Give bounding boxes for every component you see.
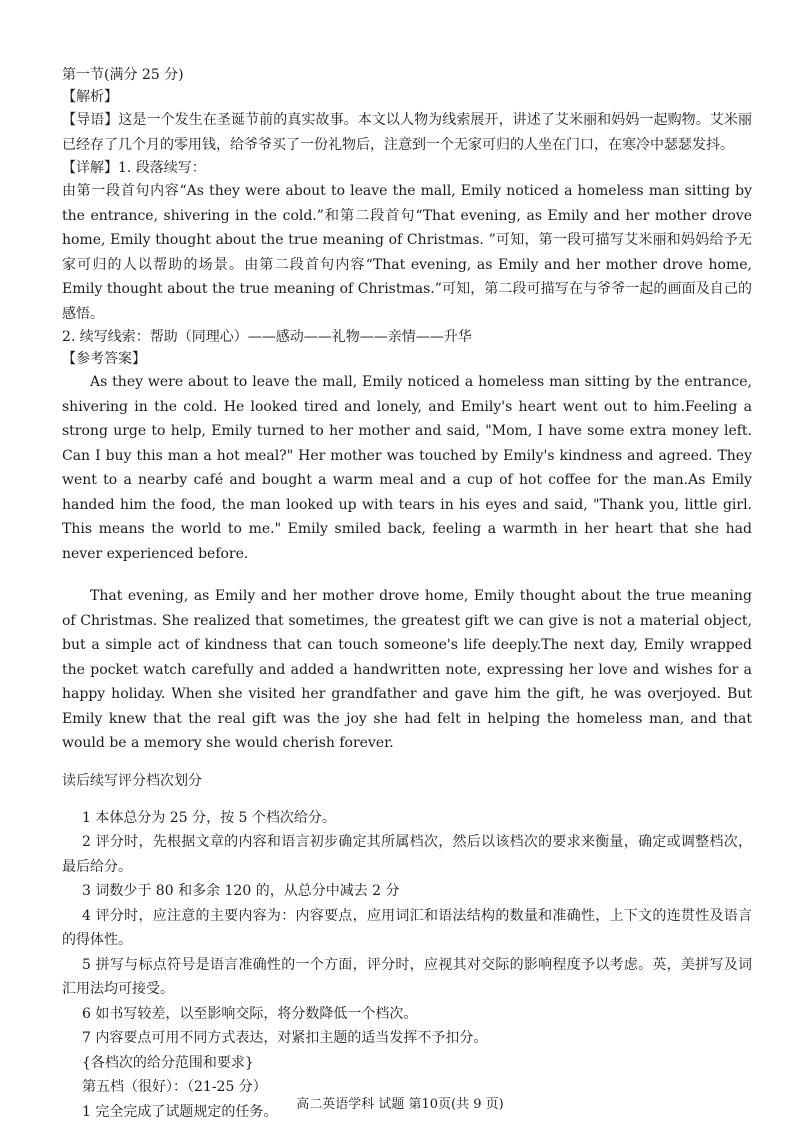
rubric-item-6: 6 如书写较差，以至影响交际，将分数降低一个档次。	[82, 1005, 418, 1022]
rubric-item-3: 3 词数少于 80 和多余 120 的，从总分中减去 2 分	[82, 883, 400, 899]
answer-label: 【参考答案】	[62, 351, 146, 367]
level-5-title: 第五档（很好）：（21-25 分）	[82, 1079, 267, 1095]
writing-clue: 2. 续写线索：帮助（同理心）——感动——礼物——亲情——升华	[62, 329, 472, 345]
document-page	[62, 64, 752, 1124]
detail-heading: 【详解】1. 段落续写：	[62, 160, 206, 176]
rubric-item-5: 5 拼写与标点符号是语言准确性的一个方面，评分时，应视其对交际的影响程度予以考虑。英，美拼写及词汇用法均可接受。	[62, 956, 752, 997]
page-footer: 高二英语学科 试题 第10页(共 9 页)	[296, 1097, 504, 1112]
rubric-item-2: 2 评分时，先根据文章的内容和语言初步确定其所属档次，然后以该档次的要求来衡量，确定或调整档次，最后给分。	[62, 834, 752, 875]
level-5-item-1: 1 完全完成了试题规定的任务。	[82, 1103, 278, 1120]
levels-heading: {各档次的给分范围和要求}	[82, 1054, 254, 1071]
analysis-label: 【解析】	[62, 89, 118, 105]
answer-paragraph-2: That evening, as Emily and her mother drove home, Emily thought about the true meaning of Christmas. She realized that sometimes, the greatest gift we can give is not a material object, but a simple act of kindness that can touch someone's life deeply.The next day, Emily wrapped the pocket watch carefully and added a handwritten note, expressing her love and wishes for a happy holiday. When she visited her grandfather and gave him the gift, he was overjoyed. But Emily knew that the real gift was the joy she had felt in helping the homeless man, and that would be a memory she would cherish forever.	[62, 588, 752, 751]
rubric-item-7: 7 内容要点可用不同方式表达，对紧扣主题的适当发挥不予扣分。	[82, 1030, 488, 1046]
section-title: 第一节(满分 25 分)	[62, 67, 184, 83]
rubric-title: 读后续写评分档次划分	[62, 772, 202, 789]
answer-paragraph-1: As they were about to leave the mall, Emily noticed a homeless man sitting by the entrance, shivering in the cold. He looked tired and lonely, and Emily's heart went out to him.Feeling a strong urge to help, Emily turned to her mother and said, "Mom, I have some extra money left. Can I buy this man a hot meal?" Her mother was touched by Emily's kindness and agreed. They went to a nearby café and bought a warm meal and a cup of hot coffee for the man.As Emily handed him the food, the man looked up with tears in his eyes and said, "Thank you, little girl. This means the world to me." Emily smiled back, feeling a warmth in her heart that she had never experienced before.	[62, 374, 752, 562]
rubric-item-4: 4 评分时，应注意的主要内容为：内容要点，应用词汇和语法结构的数量和准确性，上下文的连贯性及语言的得体性。	[62, 907, 752, 948]
rubric-item-1: 1 本体总分为 25 分，按 5 个档次给分。	[82, 809, 336, 826]
detail-paragraph: 由第一段首句内容“As they were about to leave the mall, Emily noticed a homeless man sitting by the entrance, shivering in the cold.”和第二段首句“That evening, as Emily and her mother drove home, Emily thought about the true meaning of Christmas. ”可知，第一段可描写艾米丽和妈妈给予无家可归的人以帮助的场景。由第二段首句内容“That evening, as Emily and her mother drove home, Emily thought about the true meaning of Christmas.”可知，第二段可描写在与爷爷一起的画面及自己的感悟。	[62, 183, 752, 322]
guide-paragraph: 【导语】这是一个发生在圣诞节前的真实故事。本文以人物为线索展开，讲述了艾米丽和妈妈一起购物。艾米丽已经存了几个月的零用钱，给爷爷买了一份礼物后，注意到一个无家可归的人坐在门口，在寒冷中瑟瑟发抖。	[62, 112, 752, 153]
